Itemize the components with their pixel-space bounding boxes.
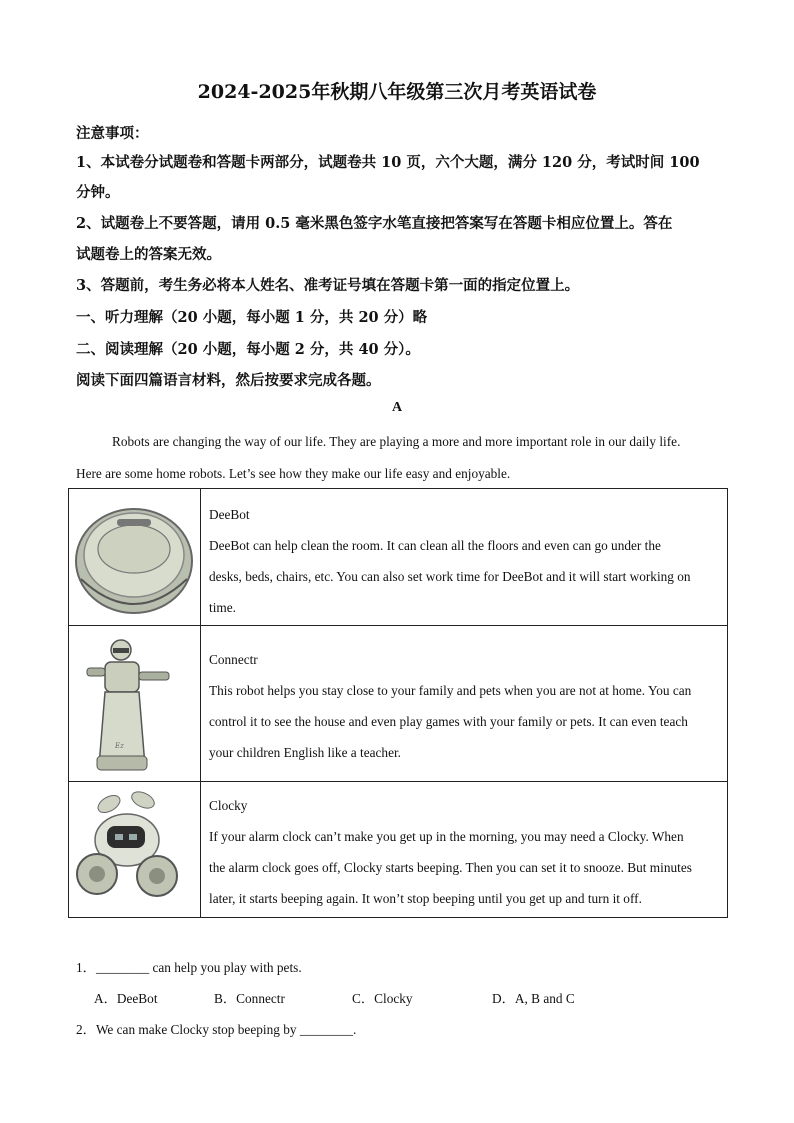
vacuum-robot-image [69,489,199,624]
clock-robot-image [69,782,199,915]
robot-description-line: DeeBot can help clean the room. It can clean all the floors and even can go under the [209,538,661,553]
passage-label: A [391,400,403,415]
robot-description-line: later, it starts beeping again. It won’t stop beeping until you get up and turn it off. [209,891,642,906]
reading-instruction: 阅读下面四篇语言材料，然后按要求完成各题。 [76,372,381,389]
note-2-line-1: 2、试题卷上不要答题，请用 0.5 毫米黑色签字水笔直接把答案写在答题卡相应位置上。答在 [76,215,673,232]
robots-table [68,488,728,918]
humanoid-robot-image [69,626,199,780]
robot-description-line: desks, beds, chairs, etc. You can also set work time for DeeBot and it will start working on [209,569,691,584]
question-1-option-c: C．Clocky [352,991,413,1006]
passage-intro-line-2: Here are some home robots. Let’s see how they make our life easy and enjoyable. [76,466,511,481]
connectr-image-cell [69,626,201,781]
question-1-option-b: B．Connectr [214,991,285,1006]
robot-name: DeeBot [209,507,250,522]
table-row [69,626,727,782]
robot-name: Clocky [209,798,248,813]
question-1-option-d: D．A, B and C [492,991,575,1006]
note-2-line-2: 试题卷上的答案无效。 [76,246,221,263]
question-1-option-a: A．DeeBot [94,991,158,1006]
robot-description-line: control it to see the house and even play games with your family or pets. It can even teach [209,714,688,729]
robot-description-line: If your alarm clock can’t make you get up in the morning, you may need a Clocky. When [209,829,684,844]
robot-description-line: time. [209,600,236,615]
connectr-text [209,644,721,768]
robot-name: Connectr [209,652,258,667]
question-2: 2．We can make Clocky stop beeping by ________. [76,1022,357,1037]
note-3: 3、答题前，考生务必将本人姓名、准考证号填在答题卡第一面的指定位置上。 [76,277,580,294]
clocky-text [209,790,721,914]
section-reading: 二、阅读理解（20 小题，每小题 2 分，共 40 分）。 [76,341,420,358]
passage-intro-line-1: Robots are changing the way of our life. They are playing a more and more important role in our daily life. [112,434,681,449]
clocky-image-cell [69,782,201,917]
table-row [69,489,727,626]
question-1: 1．________ can help you play with pets. [76,960,302,975]
deebot-text [209,499,721,623]
note-1-line-1: 1、本试卷分试题卷和答题卡两部分，试题卷共 10 页，六个大题，满分 120 分，考试时间 100 [76,154,700,171]
svg-text:Ez: Ez [115,742,124,750]
robot-description-line: This robot helps you stay close to your family and pets when you are not at home. You can [209,683,692,698]
robot-description-line: the alarm clock goes off, Clocky starts beeping. Then you can set it to snooze. But minutes [209,860,692,875]
deebot-image-cell [69,489,201,625]
section-listening: 一、听力理解（20 小题，每小题 1 分，共 20 分）略 [76,309,428,326]
notes-heading: 注意事项： [76,125,149,142]
robot-description-line: your children English like a teacher. [209,745,401,760]
note-1-line-2: 分钟。 [76,184,120,201]
exam-title: 2024-2025年秋期八年级第三次月考英语试卷 [197,81,597,103]
table-row [69,782,727,917]
